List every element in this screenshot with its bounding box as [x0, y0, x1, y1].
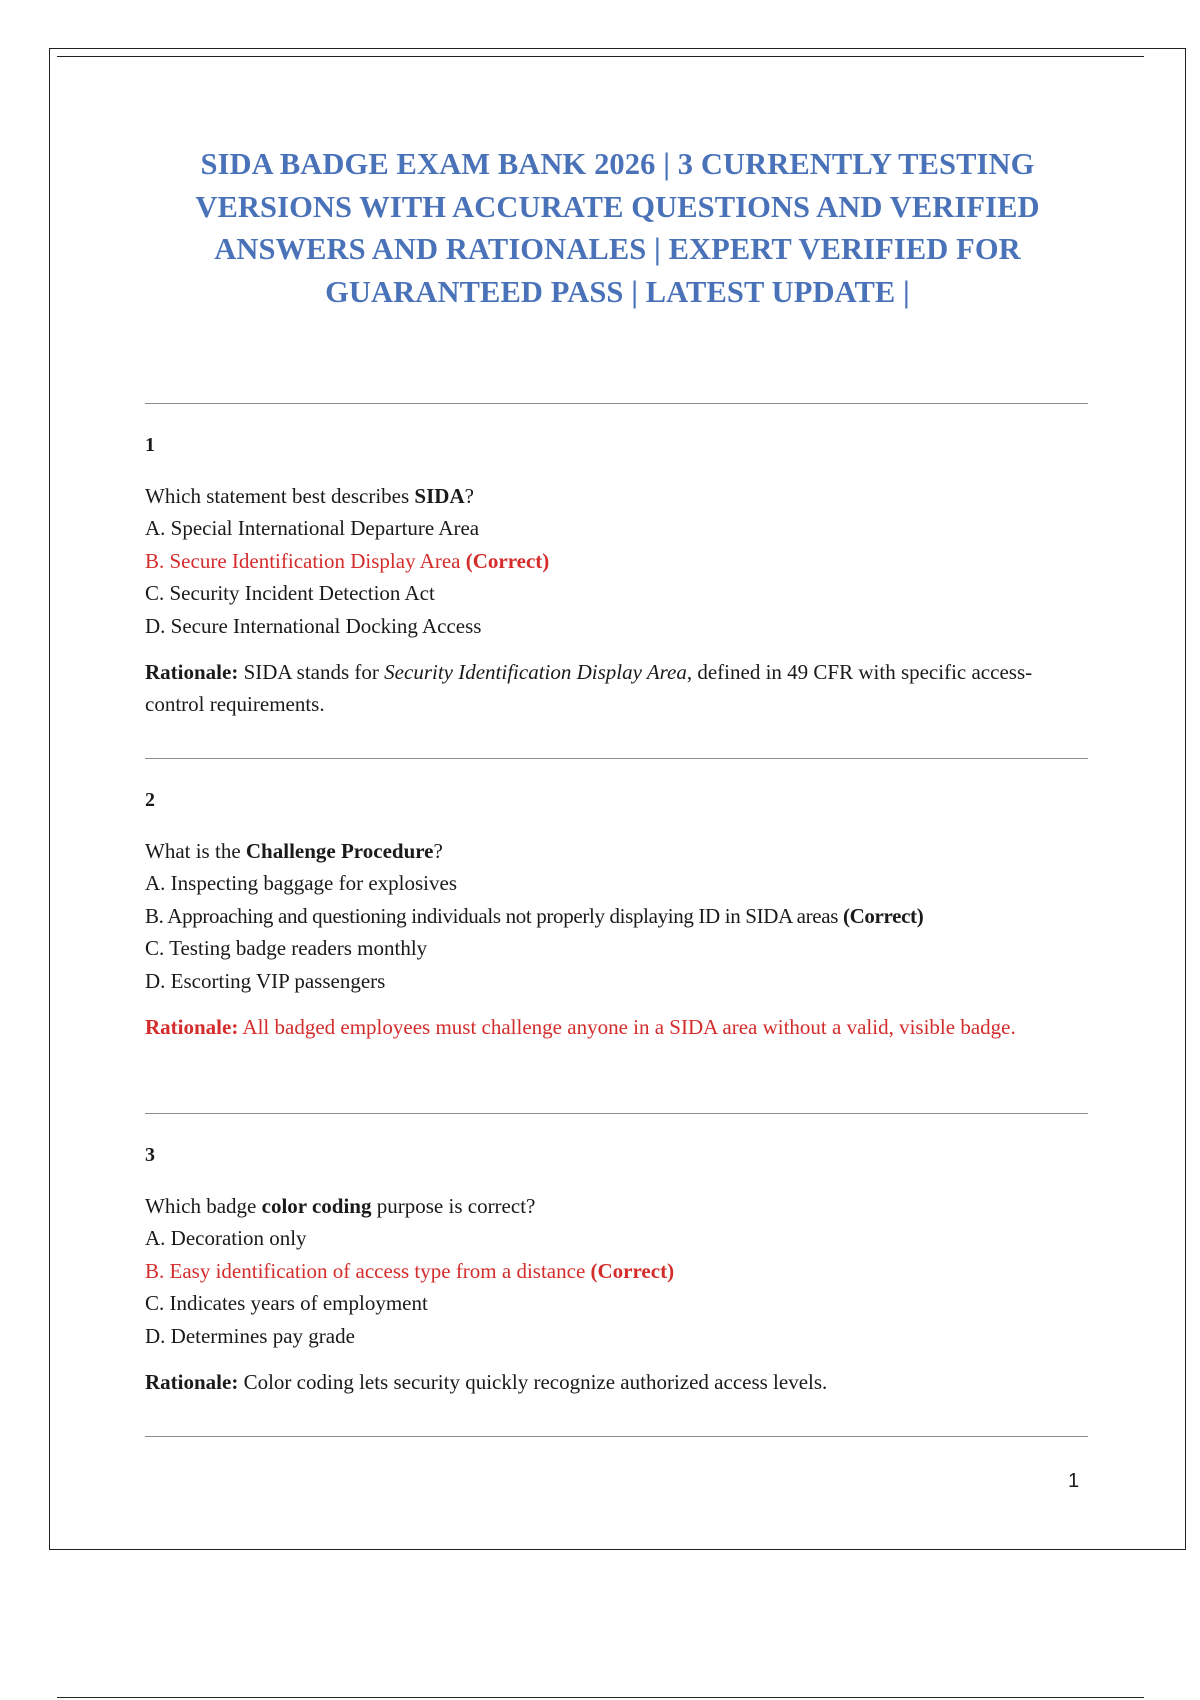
option-a: A. Inspecting baggage for explosives: [145, 871, 457, 895]
correct-mark: (Correct): [465, 548, 550, 573]
option-b-correct: B. Secure Identification Display Area (Correct): [145, 548, 550, 573]
question-number: 1: [145, 434, 155, 456]
option-d: D. Determines pay grade: [145, 1323, 355, 1348]
option-d: D. Secure International Docking Access: [145, 613, 482, 638]
divider: [145, 758, 1088, 759]
divider: [145, 1113, 1088, 1114]
question-3: [145, 1143, 1085, 1398]
question-number: 2: [145, 789, 155, 811]
option-c: C. Security Incident Detection Act: [145, 581, 435, 605]
divider: [145, 1436, 1088, 1437]
page-number: 1: [1068, 1470, 1080, 1492]
option-a: A. Special International Departure Area: [145, 516, 480, 540]
option-b-correct: B. Approaching and questioning individuals not properly displaying ID in SIDA areas (Correct): [145, 903, 924, 928]
question-text: Which statement best describes SIDA?: [145, 484, 474, 508]
rationale: Rationale: SIDA stands for Security Identification Display Area, defined in 49 CFR with specific access-control requirements.: [145, 660, 1033, 716]
question-2: [145, 788, 1085, 1043]
option-c: C. Testing badge readers monthly: [145, 936, 428, 960]
next-page-top-rule: [57, 1697, 1144, 1698]
option-c: C. Indicates years of employment: [145, 1291, 428, 1315]
question-number: 3: [145, 1144, 155, 1166]
option-d: D. Escorting VIP passengers: [145, 968, 386, 993]
correct-mark: (Correct): [590, 1258, 675, 1283]
top-rule: [57, 56, 1144, 57]
question-text: Which badge color coding purpose is correct?: [145, 1194, 536, 1218]
rationale: Rationale: Color coding lets security quickly recognize authorized access levels.: [145, 1370, 828, 1394]
rationale: Rationale: All badged employees must challenge anyone in a SIDA area without a valid, visible badge.: [145, 1015, 1016, 1039]
correct-mark: (Correct): [842, 903, 924, 928]
option-b-correct: B. Easy identification of access type from a distance (Correct): [145, 1258, 675, 1283]
document-title: SIDA BADGE EXAM BANK 2026 | 3 CURRENTLY TESTING VERSIONS WITH ACCURATE QUESTIONS AND VERIFIED ANSWERS AND RATIONALES | EXPERT VERIFIED FOR GUARANTEED PASS | LATEST UPDATE |: [195, 147, 1040, 309]
divider: [145, 403, 1088, 404]
option-a: A. Decoration only: [145, 1226, 307, 1250]
question-text: What is the Challenge Procedure?: [145, 839, 443, 863]
question-1: [145, 433, 1085, 720]
